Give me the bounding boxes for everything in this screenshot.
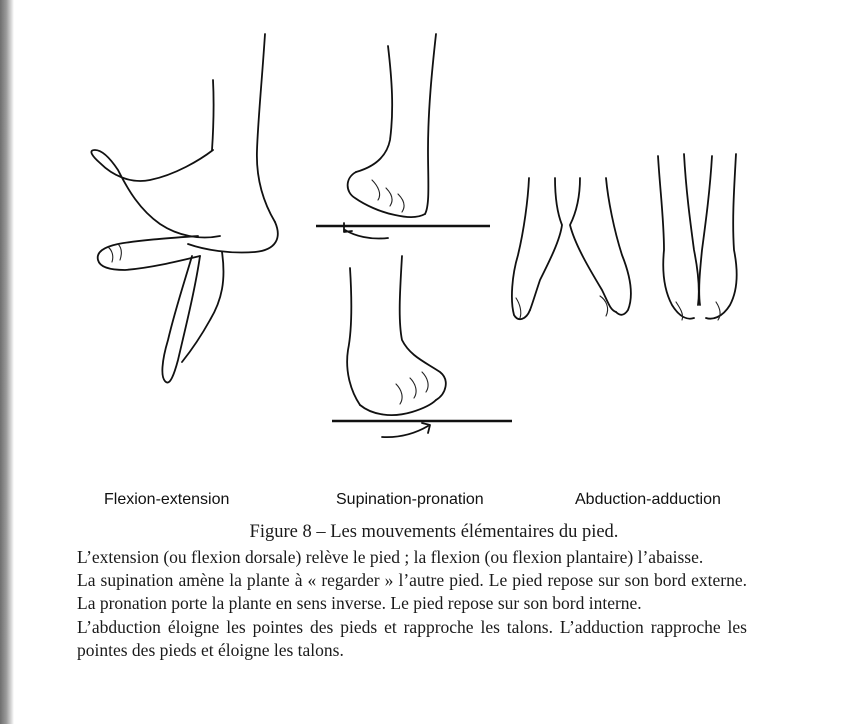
supination-foot-outline bbox=[348, 172, 425, 217]
flexion-extension-drawing bbox=[91, 34, 277, 383]
abduction-drawing bbox=[512, 178, 631, 319]
paragraph-extension: L’extension (ou flexion dorsale) relève le pied ; la flexion (ou flexion plantaire) l’abaisse. bbox=[77, 547, 704, 567]
raised-foot-line bbox=[91, 150, 220, 238]
adduction-drawing bbox=[658, 154, 737, 320]
leg-back-line bbox=[212, 80, 214, 150]
label-supination-pronation: Supination-pronation bbox=[336, 491, 484, 508]
leg-front-line bbox=[257, 34, 275, 222]
abduction-right-outer bbox=[606, 178, 631, 315]
pronation-toes bbox=[396, 372, 428, 404]
adduction-right-inner bbox=[699, 156, 712, 305]
abduction-left-outer bbox=[512, 178, 530, 319]
adduction-left-outer bbox=[658, 156, 694, 319]
paragraph-supination: La supination amène la plante à « regarder » l’autre pied. Le pied repose sur son bord externe. La pronation porte la plante en sens inverse. Le pied repose sur son bord interne. bbox=[77, 570, 747, 614]
supination-leg-left bbox=[356, 46, 392, 172]
supination-leg-right bbox=[425, 34, 436, 214]
label-abduction-adduction: Abduction-adduction bbox=[575, 491, 721, 508]
figure-caption: Figure 8 – Les mouvements élémentaires du pied. bbox=[249, 522, 619, 542]
neutral-foot-line bbox=[98, 236, 200, 270]
abduction-left-inner bbox=[530, 178, 562, 310]
abduction-toes bbox=[516, 296, 608, 318]
pronation-leg-right bbox=[400, 256, 446, 400]
label-flexion-extension: Flexion-extension bbox=[104, 491, 230, 508]
supination-toes bbox=[372, 180, 404, 212]
pronation-arrow bbox=[382, 426, 428, 437]
pronation-foot-outline bbox=[360, 400, 436, 415]
paragraph-abduction: L’abduction éloigne les pointes des pieds et rapproche les talons. L’adduction rapproche les pointes des pieds et éloigne les talons. bbox=[77, 616, 747, 660]
body-text bbox=[77, 546, 747, 662]
adduction-left-inner bbox=[684, 154, 699, 305]
supination-pronation-drawing bbox=[316, 34, 512, 437]
pronation-leg-left bbox=[347, 268, 360, 405]
lowered-foot-line bbox=[162, 256, 200, 383]
